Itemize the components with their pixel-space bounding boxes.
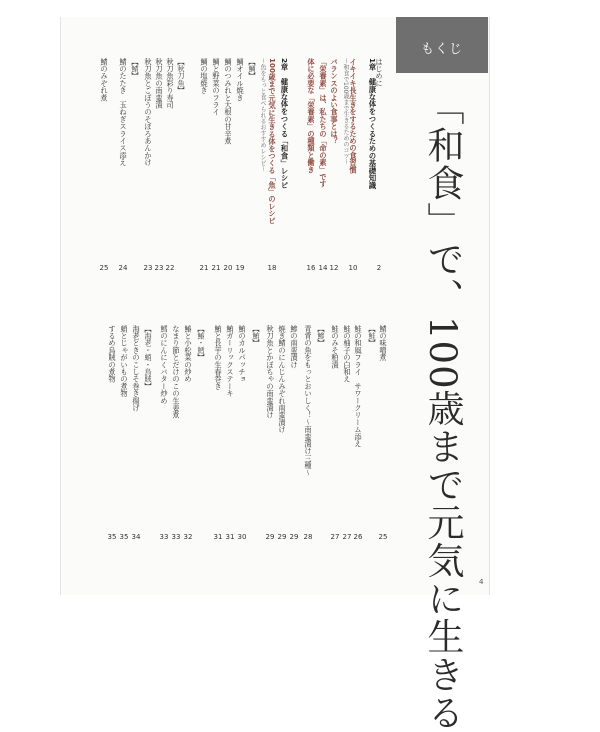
toc-lower-entry[interactable]: 秋刀魚とかぼちゃの南蛮漬け	[266, 325, 275, 419]
toc-upper-entry[interactable]: バランスのよい食事とは？	[330, 58, 339, 145]
toc-lower-entry[interactable]: 海老ときのこしそ巻き揚げ	[132, 325, 141, 412]
toc-upper-entry[interactable]: 秋刀魚の南蛮漬	[155, 58, 164, 109]
toc-lower-entry[interactable]: 鮭の和風フライ サワークリーム添え	[354, 325, 363, 448]
toc-lower-entry[interactable]: 【海老・蛸・烏賊】	[144, 325, 153, 390]
toc-lower-entry-page-number: 35	[107, 533, 117, 541]
toc-lower-entry-page-number: 29	[265, 533, 275, 541]
toc-upper-entry[interactable]: ～和食で100歳まで生きるためのコツ～	[342, 58, 349, 166]
toc-lower-entry[interactable]: 焼き鯖のにんじんみぞれ南蛮漬け	[278, 325, 287, 433]
toc-lower-entry[interactable]: 【鮭】	[368, 325, 377, 347]
toc-lower-entry[interactable]: なまり節とだけのこの生姜煮	[172, 325, 181, 419]
toc-upper-entry-page-number: 20	[223, 264, 233, 272]
toc-lower-entry[interactable]: 鮪ガーリックステーキ	[226, 325, 235, 397]
toc-upper-entry-page-number: 14	[318, 264, 328, 272]
toc-upper-entry[interactable]: 鯛オイル焼き	[236, 58, 245, 102]
toc-lower-entry[interactable]: 鮭の柚子の白和え	[343, 325, 352, 383]
toc-lower-entry-page-number: 28	[303, 533, 313, 541]
toc-upper-entry[interactable]: 100歳まで元気に生きる体をつくる「魚」のレシピ	[268, 58, 277, 225]
page-number: 4	[479, 578, 484, 586]
toc-lower-entry[interactable]: 【鯵】	[317, 325, 326, 347]
toc-upper-entry[interactable]: 秋刀魚彩り寿司	[166, 58, 175, 109]
toc-lower-entry[interactable]: するめ烏賊の煮物	[108, 325, 117, 383]
toc-upper-entry[interactable]: イキイキ長生きをするための食習慣	[349, 58, 358, 174]
toc-upper-entry-page-number: 21	[199, 264, 209, 272]
toc-tab	[396, 17, 488, 73]
toc-lower-entry[interactable]: 鮪のカルパッチョ	[238, 325, 247, 383]
toc-upper-entry[interactable]: 鯖のたたき 玉ねぎスライス添え	[119, 58, 128, 166]
toc-lower-entry-page-number: 25	[378, 533, 388, 541]
toc-upper-entry[interactable]: 鯛と野菜のフライ	[212, 58, 221, 116]
toc-upper-entry-page-number: 19	[235, 264, 245, 272]
toc-upper-entry-page-number: 16	[306, 264, 316, 272]
toc-lower-entry[interactable]: 鯖の味噌煮	[379, 325, 388, 361]
toc-lower-entry-page-number: 29	[289, 533, 299, 541]
toc-upper-entry[interactable]: ～魚をもっと食べられるおすすめレシピ～	[259, 58, 266, 172]
toc-upper-entry[interactable]: はじめに	[375, 58, 384, 87]
toc-lower-entry-page-number: 33	[171, 533, 181, 541]
toc-upper-entry[interactable]: 鯛の塩焼き	[200, 58, 209, 94]
toc-upper-entry-page-number: 2	[376, 264, 382, 272]
toc-lower-entry-page-number: 35	[119, 533, 129, 541]
toc-upper-entry-page-number: 21	[211, 264, 221, 272]
toc-upper-entry[interactable]: 【秋刀魚】	[177, 58, 186, 94]
toc-lower-entry[interactable]: 鮭のみそ粕漬	[331, 325, 340, 369]
toc-upper-entry-page-number: 22	[165, 264, 175, 272]
toc-upper-entry[interactable]: 「栄養素」は、私たちの「命の素」です	[319, 58, 328, 188]
toc-lower-entry-page-number: 31	[213, 533, 223, 541]
toc-upper-entry[interactable]: 1章 健康な体をつくるための基礎知識	[368, 58, 377, 189]
toc-lower-entry[interactable]: 【鰆・鱈】	[197, 325, 206, 361]
toc-lower-entry-page-number: 26	[353, 533, 363, 541]
toc-lower-entry[interactable]: 鮪と長芋の生春巻き	[214, 325, 223, 390]
toc-upper-entry-page-number: 23	[154, 264, 164, 272]
toc-upper-entry[interactable]: 鯛のつみれと大根の甘辛煮	[224, 58, 233, 145]
toc-lower-entry-page-number: 33	[159, 533, 169, 541]
toc-lower-entry[interactable]: 青背の魚をもっとおいしく！～南蛮漬け三種～	[304, 325, 313, 477]
toc-lower-entry-page-number: 27	[342, 533, 352, 541]
toc-upper-entry-page-number: 12	[329, 264, 339, 272]
toc-upper-entry-page-number: 25	[99, 264, 109, 272]
toc-lower-entry[interactable]: 鱈のにんにくバター炒め	[160, 325, 169, 405]
toc-upper-entry[interactable]: 体に必要な「栄養素」の種類と働き	[307, 58, 316, 174]
toc-lower-entry-page-number: 34	[131, 533, 141, 541]
toc-upper-entry[interactable]: 秋刀魚とごぼうのそぼろあんかけ	[144, 58, 153, 166]
toc-upper-entry-page-number: 24	[118, 264, 128, 272]
toc-upper-entry-page-number: 18	[267, 264, 277, 272]
toc-lower-entry[interactable]: 鰆と小松菜の炒め	[184, 325, 193, 383]
toc-lower-entry-page-number: 31	[225, 533, 235, 541]
toc-lower-entry-page-number: 27	[330, 533, 340, 541]
toc-upper-entry-page-number: 23	[143, 264, 153, 272]
toc-lower-entry-page-number: 29	[277, 533, 287, 541]
toc-lower-entry-page-number: 32	[183, 533, 193, 541]
toc-upper-entry-page-number: 10	[348, 264, 358, 272]
toc-lower-entry[interactable]: 【鮪】	[252, 325, 261, 347]
toc-lower-entry[interactable]: 蛸とじゃがいもの煮物	[120, 325, 129, 397]
toc-upper-entry[interactable]: 【鯛】	[248, 58, 257, 80]
toc-lower-entry-page-number: 30	[237, 533, 247, 541]
toc-upper-entry[interactable]: 鯖のみぞれ煮	[100, 58, 109, 102]
toc-upper-entry[interactable]: 【鯖】	[131, 58, 140, 80]
book-title: 「和食」で、100歳まで元気に生きる	[421, 88, 464, 732]
toc-tab-label: もくじ	[420, 42, 463, 57]
toc-upper-entry[interactable]: 2章 健康な体をつくる「和食」レシピ	[280, 58, 289, 189]
toc-lower-entry[interactable]: 鯵の南蛮漬け	[290, 325, 299, 369]
